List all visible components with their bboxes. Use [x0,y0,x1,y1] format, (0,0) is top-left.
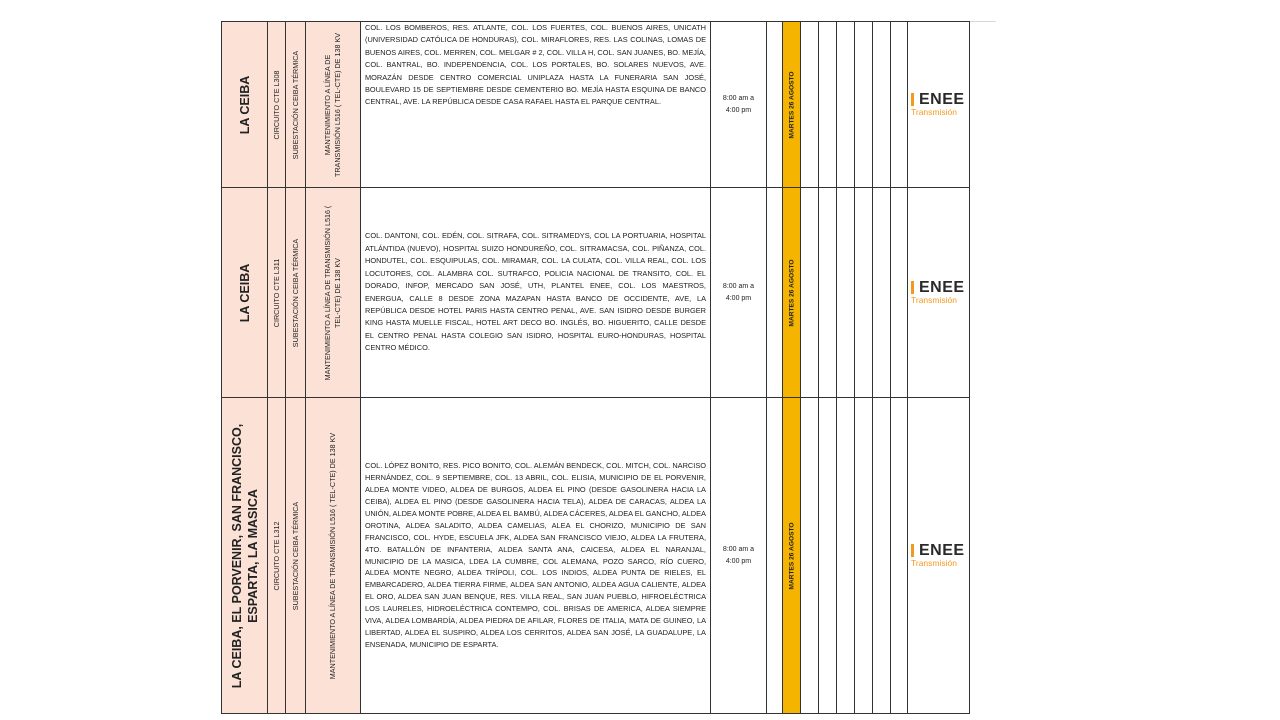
substation-name: SUBESTACIÓN CEIBA TÉRMICA [290,238,300,347]
zone-name: LA CEIBA [237,263,252,322]
affected-areas: COL. LÓPEZ BONITO, RES. PICO BONITO, COL. ALEMÁN BENDECK, COL. MITCH, COL. NARCISO HERNÁNDEZ, COL. 9 SEPTIEMBRE, COL. 13 ABRIL, COL. ELISIA, MUNICIPIO DE EL PORVENIR, ALDEA MONTE VIDEO, ALDEA DE BURGOS, ALDEA EL PINO (DESDE GASOLINERA HACIA LA CEIBA), ALDEA EL PINO (DESDE GASOLINERA HACIA TELA), ALDEA DE CARACAS, ALDEA LA UNIÓN, ALDEA MONTE POBRE, ALDEA EL BAMBÚ, ALDEA CÁCERES, ALDEA EL GANCHO, ALDEA OROTINA, ALDEA SALADITO, ALDEA CAMELIAS, ALEA EL CHORIZO, MUNICIPIO DE SAN FRANCISCO, COL. HYDE, ESCUELA JFK, ALDEA SAN FRANCISCO VIEJO, ALDEA LA FRUTERA, 4TO. BATALLÓN DE INFANTERIA, ALDEA SANTA ANA, CAICESA, ALDEA EL NARANJAL, MUNICIPIO DE LA MASICA, LDEA LA CUMBRE, COL ALEMANA, POZO SARCO, RÍO CUERO, ALDEA MONTE NEGRO, ALDEA TRÍPOLI, COL. LOS INDIOS, ALDEA PUNTA DE RIELES, EL EMBARCADERO, ALDEA TIERRA FIRME, ALDEA SAN ANTONIO, ALDEA AGUA CALIENTE, ALDEA EL ORO, ALDEA SAN JUAN BENQUE, RES. VILLA REAL, SAN JUAN PUEBLO, HIFROELÉCTRICA LOS LAURELES, HIDROELÉCTRICA CONTEMPO, COL. BRISAS DE AMERICA, ALDEA SIEMPRE VIVA, ALDEA LOMBARDÍA, ALDEA PIEDRA DE AFILAR, FLORES DE ITALIA, MATA DE GUINEO, LA LIBERTAD, ALDEA EL SUSPIRO, ALDEA LOS CERRITOS, ALDEA SAN JOSÉ, LA GUADALUPE, LA ENSENADA, MUNICIPIO DE ESPARTA. [365,461,706,649]
enee-logo [908,92,969,117]
time-end: 4:00 pm [725,106,752,114]
table-row [222,398,970,714]
time-start: 8:00 am a [722,282,755,290]
substation-cell [286,398,306,714]
time-cell [711,398,767,714]
affected-areas: COL. LOS BOMBEROS, RES. ATLANTE, COL. LOS FUERTES, COL. BUENOS AIRES, UNICATH (UNIVERSIDAD CATÓLICA DE HONDURAS), COL. MIRAFLORES, RES. LAS COLINAS, LOMAS DE BUENOS AIRES, COL. MERREN, COL. MELGAR # 2, COL. VILLA H, COL. SAN JUANES, BO. MEJÍA, COL. BANTRAL, BO. INDEPENDENCIA, COL. LOS PORTALES, BO. SOLARES NUEVOS, AVE. MORAZÁN DESDE CENTRO COMERCIAL UNIPLAZA HASTA LA FUNERARIA SAN JOSÉ, BOULEVARD 15 DE SEPTIEMBRE DESDE CEMENTERIO BO. MEJÍA HASTA ESQUINA DE BANCO CENTRAL, AVE. LA REPÚBLICA DESDE CASA RAFAEL HASTA EL PARQUE CENTRAL. [365,23,706,107]
blank-cell [837,188,855,398]
logo-main-text: ENEE [919,91,965,108]
logo-cell [908,188,970,398]
circuit-cell [268,188,286,398]
time-end: 4:00 pm [725,557,752,565]
zone-name: LA CEIBA [237,75,252,134]
blank-cell [891,398,908,714]
work-cell [306,188,361,398]
circuit-name: CIRCUITO CTE L311 [271,258,281,327]
work-cell [306,398,361,714]
date-cell [783,22,801,188]
blank-cell [855,398,873,714]
substation-cell [286,188,306,398]
logo-main-text: ENEE [919,279,965,296]
logo-sub-text: Transmisión [911,295,957,305]
blank-cell [801,188,819,398]
enee-logo [908,280,969,305]
zone-cell [222,22,268,188]
work-cell [306,22,361,188]
zone-cell [222,398,268,714]
blank-cell [873,22,891,188]
date-cell [783,398,801,714]
zone-cell [222,188,268,398]
enee-mark-icon [911,544,917,557]
zone-name: LA CEIBA, EL PORVENIR, SAN FRANCISCO, ESPARTA, LA MASICA [229,423,260,688]
logo-cell [908,22,970,188]
blank-cell [767,22,783,188]
table-row [222,22,970,188]
circuit-cell [268,398,286,714]
date-label: MARTES 26 AGOSTO [788,521,795,590]
substation-name: SUBESTACIÓN CEIBA TÉRMICA [290,501,300,610]
blank-cell [873,188,891,398]
time-start: 8:00 am a [722,94,755,102]
blank-cell [819,398,837,714]
areas-cell [361,398,711,714]
enee-mark-icon [911,93,917,106]
logo-main-text: ENEE [919,542,965,559]
outage-schedule-table [221,21,970,714]
blank-cell [873,398,891,714]
logo-cell [908,398,970,714]
blank-cell [801,22,819,188]
blank-cell [855,188,873,398]
work-description: MANTENIMIENTO A LÍNEA DE TRANSMISIÓN L516 ( TEL-CTE) DE 138 KV [328,432,337,679]
enee-logo [908,543,969,568]
work-description: MANTENIMIENTO A LÍNEA DE TRANSMISIÓN L516 ( TEL-CTE) DE 138 KV [323,205,342,380]
logo-sub-text: Transmisión [911,558,957,568]
blank-cell [767,398,783,714]
blank-cell [891,22,908,188]
enee-mark-icon [911,281,917,294]
time-end: 4:00 pm [725,294,752,302]
areas-cell [361,22,711,188]
date-label: MARTES 26 AGOSTO [788,70,795,139]
time-cell [711,188,767,398]
date-label: MARTES 26 AGOSTO [788,258,795,327]
work-description: MANTENIMIENTO A LÍNEA DE TRANSMISIÓN L516 ( TEL-CTE) DE 138 KV [323,32,342,177]
blank-cell [767,188,783,398]
substation-name: SUBESTACIÓN CEIBA TÉRMICA [290,50,300,159]
logo-sub-text: Transmisión [911,107,957,117]
circuit-name: CIRCUITO CTE L312 [271,521,281,590]
outage-schedule-sheet [221,21,969,713]
blank-cell [819,188,837,398]
date-cell [783,188,801,398]
blank-cell [801,398,819,714]
blank-cell [837,398,855,714]
table-row [222,188,970,398]
blank-cell [855,22,873,188]
blank-cell [837,22,855,188]
areas-cell [361,188,711,398]
time-cell [711,22,767,188]
circuit-cell [268,22,286,188]
blank-cell [891,188,908,398]
affected-areas: COL. DANTONI, COL. EDÉN, COL. SITRAFA, COL. SITRAMEDYS, COL LA PORTUARIA, HOSPITAL ATLÁNTIDA (NUEVO), HOSPITAL SUIZO HONDUREÑO, COL. SITRAMACSA, COL. PIÑANZA, COL. HONDUTEL, COL. ESQUIPULAS, COL. MIRAMAR, COL. LA CULATA, COL. VILLA REAL, COL. LOS LOCUTORES, COL. ALAMBRA COL. SUTRAFCO, POLICIA NACIONAL DE TRANSITO, COL. EL DORADO, INFOP, MERCADO SAN JOSÉ, UTH, PLANTEL ENEE, COL. LOS MAESTROS, ENERGUA, CALLE 8 DESDE ZONA MAZAPAN HASTA BANCO DE OCCIDENTE, AVE, LA REPÚBLICA DESDE HOTEL PARIS HASTA CENTRO PENAL, AVE. SAN ISIDRO DESDE BURGER KING HASTA MUELLE FISCAL, HOTEL ART DECO BO. INGLÉS, BO. HIGUERITO, CALLE DESDE EL CENTRO PENAL HASTA COLEGIO SAN ISIDRO, HOSPITAL EURO-HONDURAS, HOSPITAL CENTRO MÉDICO. [365,231,706,353]
circuit-name: CIRCUITO CTE L308 [271,70,281,139]
substation-cell [286,22,306,188]
time-start: 8:00 am a [722,545,755,553]
blank-cell [819,22,837,188]
